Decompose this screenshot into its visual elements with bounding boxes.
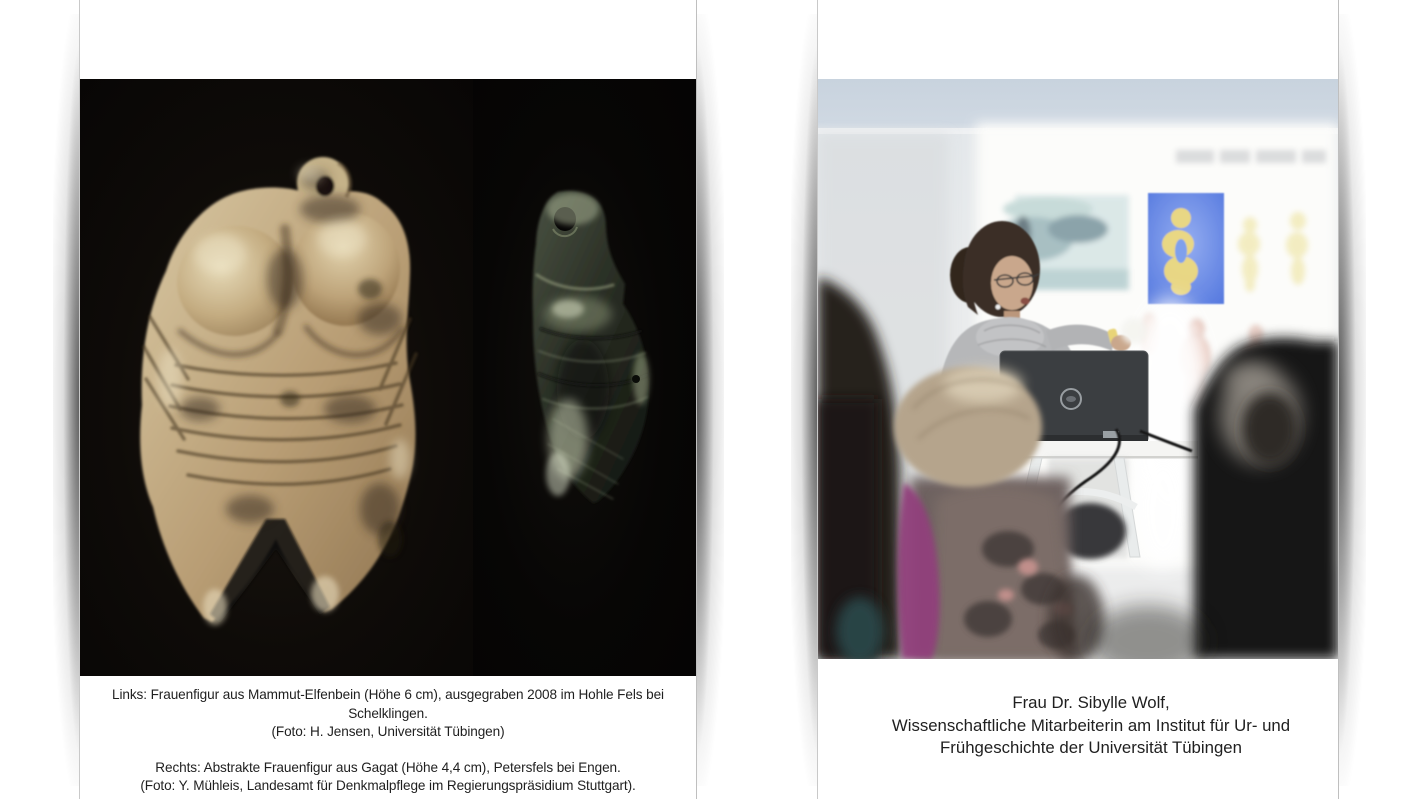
left-card-outer-left-shadow (53, 14, 80, 786)
caption-line: (Foto: H. Jensen, Universität Tübingen) (271, 724, 505, 739)
right-caption (844, 692, 1338, 760)
right-card-outer-left-shadow (791, 14, 818, 786)
caption-line: (Foto: Y. Mühleis, Landesamt für Denkmalpflege im Regierungspräsidium Stuttgart). (140, 778, 636, 793)
right-card-outer-right-shadow (1339, 14, 1366, 786)
left-photo-card (79, 0, 697, 799)
right-photo-card (817, 0, 1339, 799)
caption-line: Links: Frauenfigur aus Mammut-Elfenbein (Höhe 6 cm), ausgegraben 2008 im Hohle Fels bei Schelklingen. (112, 687, 664, 721)
lecture-photo (818, 79, 1338, 659)
venus-hohle-fels-photo (80, 79, 473, 676)
left-caption (80, 686, 696, 796)
gagat-figurine-photo (473, 79, 696, 676)
caption-line: Frühgeschichte der Universität Tübingen (940, 738, 1242, 757)
left-card-outer-right-shadow (697, 14, 724, 786)
caption-line: Frau Dr. Sibylle Wolf, (1012, 693, 1170, 712)
figurine-photos (80, 79, 696, 676)
caption-line: Rechts: Abstrakte Frauenfigur aus Gagat (Höhe 4,4 cm), Petersfels bei Engen. (155, 759, 621, 775)
caption-line: Wissenschaftliche Mitarbeiterin am Institut für Ur- und (891, 715, 1291, 735)
